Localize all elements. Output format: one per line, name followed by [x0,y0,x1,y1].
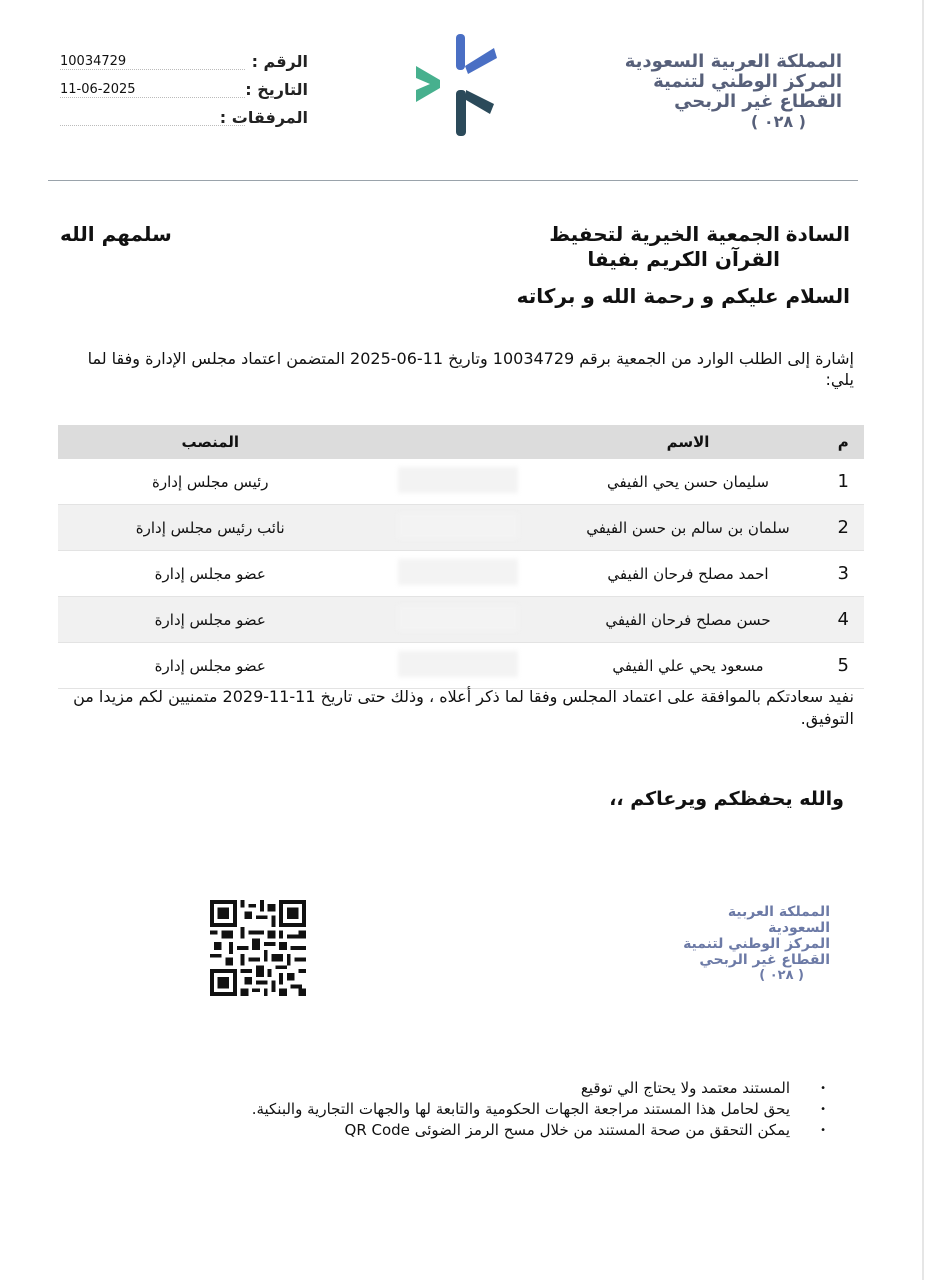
header-name: الاسم [554,425,823,459]
meta-dotted-line [60,69,245,70]
row-name: سلمان بن سالم بن حسن الفيفي [554,505,823,551]
meta-attachments-row [60,106,320,134]
row-num: 3 [822,551,864,597]
row-name: حسن مصلح فرحان الفيفي [554,597,823,643]
note-item: • يحق لحامل هذا المستند مراجعة الجهات الحكومية والتابعة لها والجهات التجارية والبنكية. [252,1099,790,1120]
table-row [58,643,864,689]
stamp-line: المملكة العربية السعودية [727,904,830,936]
header-role: المنصب [58,425,363,459]
org-stamp [662,904,830,984]
row-num: 1 [822,459,864,505]
stamp-code: ( ٠٢٨ ) [759,968,804,983]
row-name: احمد مصلح فرحان الفيفي [554,551,823,597]
addressee-regards: سلمهم الله [60,222,172,246]
org-line: المركز الوطني لتنمية [653,71,842,92]
row-role: نائب رئيس مجلس إدارة [58,505,363,551]
letter-date: 11-06-2025 [60,82,136,97]
row-num: 4 [822,597,864,643]
org-code: ( ٠٢٨ ) [750,112,806,131]
row-role: عضو مجلس إدارة [58,597,363,643]
redacted-cell [363,597,554,643]
letter-number: 10034729 [60,54,127,69]
table-row [58,551,864,597]
meta-number-row [60,50,320,78]
header-divider [48,180,858,181]
addressee-name: الجمعية الخيرية لتحفيظ القرآن الكريم بفيفا [549,222,780,271]
attachments-label: المرفقات : [219,108,308,127]
row-role: عضو مجلس إدارة [58,643,363,689]
document-notes [252,1078,810,1141]
table-header-row [58,425,864,459]
header-num: م [822,425,864,459]
meta-date-row [60,78,320,106]
redacted-cell [363,643,554,689]
row-role: عضو مجلس إدارة [58,551,363,597]
org-line: القطاع غير الربحي [674,91,842,112]
ncnp-logo-icon [410,28,504,140]
meta-dotted-line [60,125,245,126]
meta-dotted-line [60,97,245,98]
note-item: • المستند معتمد ولا يحتاج الي توقيع [252,1078,790,1099]
table-row [58,597,864,643]
note-item: • يمكن التحقق من صحة المستند من خلال مسح الرمز الضوئى QR Code [252,1120,790,1141]
intro-paragraph: إشارة إلى الطلب الوارد من الجمعية برقم 10034729 وتاريخ 11-06-2025 المتضمن اعتماد مجلس الإدارة وفقا لما يلي: [87,349,854,389]
row-num: 2 [822,505,864,551]
row-num: 5 [822,643,864,689]
stamp-line: المركز الوطني لتنمية [683,936,830,952]
stamp-line: القطاع غير الربحي [699,952,830,968]
org-line: المملكة العربية السعودية [624,51,842,72]
closing-line: والله يحفظكم ويرعاكم ،، [609,788,844,810]
greeting: السلام عليكم و رحمة الله و بركاته [516,284,850,308]
board-members-table [58,425,864,689]
table-row [58,505,864,551]
redacted-cell [363,505,554,551]
organization-header [622,52,842,132]
redacted-cell [363,551,554,597]
number-label: الرقم : [251,52,308,71]
approval-paragraph: نفيد سعادتكم بالموافقة على اعتماد المجلس وفقا لما ذكر أعلاه ، وذلك حتى تاريخ 11-11-2029 متمنيين لكم مزيدا من التوفيق. [73,687,854,728]
row-name: مسعود يحي علي الفيفي [554,643,823,689]
redacted-cell [363,459,554,505]
letter-meta [60,50,320,134]
row-role: رئيس مجلس إدارة [58,459,363,505]
date-label: التاريخ : [245,80,308,99]
table-row [58,459,864,505]
addressee-title: السادة [785,222,850,246]
header-redacted [363,425,554,459]
qr-code-icon[interactable] [210,900,306,996]
row-name: سليمان حسن يحي الفيفي [554,459,823,505]
